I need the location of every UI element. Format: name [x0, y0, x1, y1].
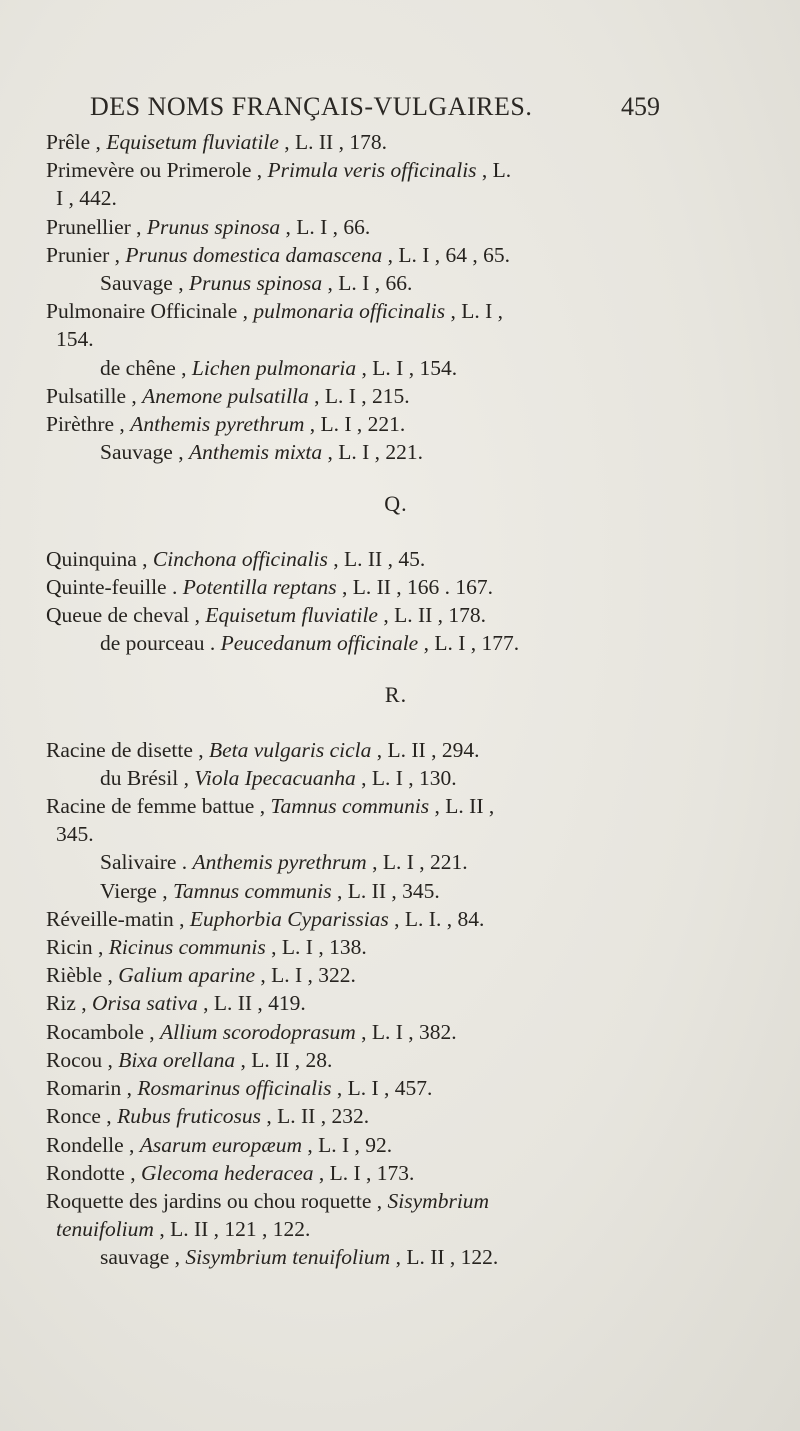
scientific-name: Beta vulgaris cicla — [208, 737, 372, 762]
index-entry — [46, 601, 786, 629]
scientific-name: Sisymbrium — [387, 1188, 490, 1213]
reference: , L. I , 66. — [280, 214, 371, 239]
index-entry-continuation — [46, 325, 786, 353]
common-name: Pulmonaire Officinale , — [46, 299, 254, 324]
scientific-name: Prunus spinosa — [146, 214, 281, 239]
scientific-name: Prunus domestica damascena — [125, 242, 383, 267]
index-entry — [46, 961, 786, 989]
scientific-name: Equisetum fluviatile — [205, 603, 378, 628]
common-name: Riz , — [46, 991, 92, 1016]
reference: 345. — [56, 822, 94, 847]
index-entry — [46, 736, 786, 764]
index-entry — [46, 1159, 786, 1187]
common-name: Pulsatille , — [46, 383, 143, 408]
scientific-name: Asarum europæum — [139, 1132, 302, 1157]
reference: , L. II , 122. — [390, 1245, 499, 1270]
scientific-name: Cinchona officinalis — [152, 546, 328, 571]
reference: , L. I , 457. — [331, 1076, 433, 1101]
scientific-name: Euphorbia Cyparissias — [189, 906, 389, 931]
scientific-name: Peucedanum officinale — [220, 631, 419, 656]
index-entries — [46, 128, 786, 1272]
scientific-name: Tamnus communis — [270, 794, 430, 819]
index-subentry — [46, 269, 786, 297]
common-name: Prêle , — [46, 130, 107, 154]
common-name: sauvage , — [100, 1245, 186, 1270]
scientific-name: tenuifolium — [56, 1217, 154, 1242]
reference: , L. I , 130. — [355, 765, 457, 790]
common-name: de pourceau . — [100, 631, 221, 656]
reference: , L. I , 154. — [356, 355, 458, 380]
index-entry — [46, 410, 786, 438]
reference: I , 442. — [56, 186, 117, 211]
reference: , L. I , — [445, 299, 504, 324]
reference: , L. II , — [429, 794, 495, 819]
common-name: Prunellier , — [46, 214, 147, 239]
reference: , L. I , 221. — [366, 850, 468, 875]
reference: , L. — [476, 158, 512, 183]
common-name: du Brésil , — [100, 765, 195, 790]
index-entry — [46, 989, 786, 1017]
reference: , L. I , 173. — [313, 1160, 415, 1185]
scientific-name: Lichen pulmonaria — [191, 355, 357, 380]
index-entry — [46, 1018, 786, 1046]
reference: , L. II , 178. — [278, 130, 387, 154]
reference: , L. II , 232. — [261, 1104, 370, 1129]
common-name: Romarin , — [46, 1076, 138, 1101]
index-entry — [46, 905, 786, 933]
common-name: Sauvage , — [100, 440, 189, 465]
index-entry — [46, 545, 786, 573]
reference: , L. II , 294. — [371, 737, 480, 762]
index-entry — [46, 1102, 786, 1130]
index-entry-continuation — [46, 1215, 786, 1243]
index-subentry — [46, 354, 786, 382]
common-name: Vierge , — [100, 878, 173, 903]
common-name: Primevère ou Primerole , — [46, 158, 268, 183]
index-subentry — [46, 629, 786, 657]
scientific-name: Anthemis mixta — [188, 440, 323, 465]
reference: , L. II , 419. — [197, 991, 306, 1016]
scientific-name: Rosmarinus officinalis — [137, 1076, 332, 1101]
common-name: Quinte-feuille . — [46, 574, 183, 599]
common-name: Réveille-matin , — [46, 906, 190, 931]
page-number: 459 — [621, 92, 660, 121]
page-header — [90, 92, 660, 126]
common-name: Rondelle , — [46, 1132, 140, 1157]
index-entry — [46, 1046, 786, 1074]
running-head: DES NOMS FRANÇAIS-VULGAIRES. — [90, 92, 533, 121]
index-entry — [46, 1187, 786, 1215]
index-subentry — [46, 848, 786, 876]
scientific-name: Orisa sativa — [91, 991, 198, 1016]
index-entry — [46, 128, 786, 156]
scientific-name: Prunus spinosa — [188, 271, 323, 296]
reference: , L. II , 28. — [235, 1047, 333, 1072]
scientific-name: Glecoma hederacea — [140, 1160, 314, 1185]
scientific-name: Sisymbrium tenuifolium — [185, 1245, 391, 1270]
index-entry — [46, 1131, 786, 1159]
scientific-name: Rubus fruticosus — [117, 1104, 262, 1129]
common-name: Rocambole , — [46, 1019, 161, 1044]
scientific-name: Ricinus communis — [108, 935, 266, 960]
scientific-name: Anthemis pyrethrum — [192, 850, 367, 875]
scientific-name: Anthemis pyrethrum — [130, 412, 305, 437]
reference: , L. II , 121 , 122. — [153, 1217, 311, 1242]
reference: , L. II , 178. — [377, 603, 487, 628]
section-letter: R. — [384, 682, 408, 708]
reference: , L. I , 221. — [304, 412, 406, 437]
common-name: Racine de disette , — [46, 737, 209, 762]
index-subentry — [46, 438, 786, 466]
scientific-name: Viola Ipecacuanha — [194, 765, 356, 790]
index-entry — [46, 382, 786, 410]
common-name: Rocou , — [46, 1047, 119, 1072]
index-subentry — [46, 764, 786, 792]
common-name: Prunier , — [46, 242, 126, 267]
reference: , L. I , 221. — [322, 440, 424, 465]
scientific-name: Equisetum fluviatile — [106, 130, 279, 154]
index-entry — [46, 573, 786, 601]
common-name: Ricin , — [46, 935, 109, 960]
scientific-name: Anemone pulsatilla — [142, 383, 309, 408]
scientific-name: Primula veris officinalis — [267, 158, 477, 183]
index-entry — [46, 213, 786, 241]
reference: , L. II , 45. — [327, 546, 426, 571]
reference: , L. I , 177. — [418, 631, 520, 656]
scientific-name: pulmonaria officinalis — [253, 299, 446, 324]
index-entry — [46, 933, 786, 961]
index-subentry — [46, 1243, 786, 1271]
index-entry — [46, 297, 786, 325]
scientific-name: Tamnus communis — [172, 878, 332, 903]
reference: , L. I , 322. — [255, 963, 356, 988]
index-entry — [46, 1074, 786, 1102]
reference: , L. I , 215. — [308, 383, 410, 408]
reference: , L. I , 64 , 65. — [382, 242, 510, 267]
common-name: Rondotte , — [46, 1160, 141, 1185]
common-name: Rièble , — [46, 963, 119, 988]
reference: , L. I , 66. — [322, 271, 413, 296]
reference: , L. I , 92. — [302, 1132, 393, 1157]
scientific-name: Potentilla reptans — [182, 574, 337, 599]
common-name: Queue de cheval , — [46, 603, 206, 628]
index-entry-continuation — [46, 184, 786, 212]
index-subentry — [46, 877, 786, 905]
reference: , L. I. , 84. — [388, 906, 485, 931]
index-entry — [46, 792, 786, 820]
section-letter: Q. — [384, 491, 408, 517]
reference: , L. II , 345. — [331, 878, 440, 903]
common-name: Salivaire . — [100, 850, 193, 875]
common-name: Racine de femme battue , — [46, 794, 271, 819]
common-name: Roquette des jardins ou chou roquette , — [46, 1188, 388, 1213]
reference: , L. I , 382. — [355, 1019, 457, 1044]
common-name: de chêne , — [100, 355, 192, 380]
common-name: Sauvage , — [100, 271, 189, 296]
reference: 154. — [56, 327, 94, 352]
common-name: Quinquina , — [46, 546, 153, 571]
common-name: Ronce , — [46, 1104, 118, 1129]
reference: , L. I , 138. — [265, 935, 367, 960]
scientific-name: Allium scorodoprasum — [160, 1019, 356, 1044]
common-name: Pirèthre , — [46, 412, 131, 437]
index-entry — [46, 241, 786, 269]
scientific-name: Bixa orellana — [118, 1047, 236, 1072]
scientific-name: Galium aparine — [118, 963, 256, 988]
reference: , L. II , 166 . 167. — [336, 574, 494, 599]
index-entry — [46, 156, 786, 184]
index-entry-continuation — [46, 820, 786, 848]
